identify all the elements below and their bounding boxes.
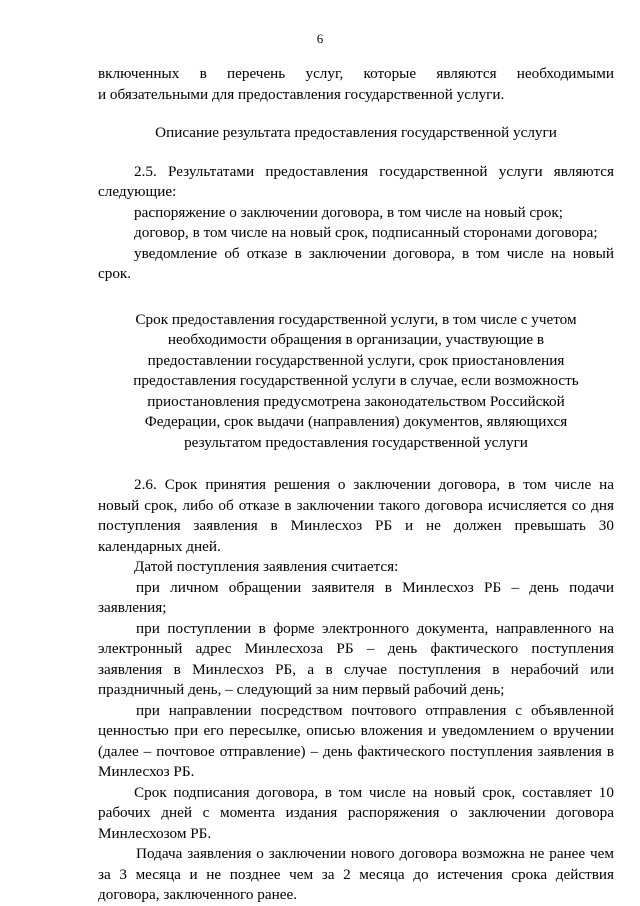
receipt-item-postal: при направлении посредством почтового отправления с объявленной ценностью при его пересылке, описью вложения и уведомлением о вручении (далее – почтовое отправление) – день фактического поступления заявления в Минлесхоз РБ. (98, 701, 614, 780)
receipt-item-personal: при личном обращении заявителя в Минлесхоз РБ – день подачи заявления; (98, 578, 614, 616)
result-item-contract: договор, в том числе на новый срок, подписанный сторонами договора; (134, 224, 598, 241)
paragraph-new-contract: Подача заявления о заключении нового договора возможна не ранее чем за 3 месяца и не позднее чем за 2 месяца до истечения срока действия договора, заключенного ранее. (98, 845, 614, 903)
paragraph-continued-rest: и обязательными для предоставления государственной услуги. (98, 85, 505, 103)
section-heading-term: Срок предоставления государственной услуги, в том числе с учетом необходимости обращения в организации, участвующие в предоставлении государственной услуги, срок приостановления предоставления государственной услуги в случае, если возможность приостановления предусмотрена законодательством Российской Федерации, срок выдачи (направления) документов, являющихся результатом предоставления государственной услуги (133, 310, 579, 451)
receipt-item-electronic: при поступлении в форме электронного документа, направленного на электронный адрес Минлесхоза РБ – день фактического поступления заявления в Минлесхоз РБ, а в случае поступления в нерабочий или праздничный день, – следующий за ним первый рабочий день; (98, 619, 614, 698)
result-item-order: распоряжение о заключении договора, в том числе на новый срок; (134, 203, 563, 221)
paragraph-2-5-intro: 2.5. Результатами предоставления государственной услуги являются следующие: (98, 162, 614, 200)
page-content (98, 64, 614, 906)
result-item-refusal: уведомление об отказе в заключении договора, в том числе на новый срок. (98, 244, 614, 282)
paragraph-signing-term: Срок подписания договора, в том числе на новый срок, составляет 10 рабочих дней с момента издания распоряжения о заключении договора Минлесхозом РБ. (98, 783, 614, 842)
receipt-date-intro: Датой поступления заявления считается: (134, 558, 399, 575)
paragraph-continued-first-line: включенных в перечень услуг, которые являются необходимыми (98, 65, 614, 82)
paragraph-2-6: 2.6. Срок принятия решения о заключении договора, в том числе на новый срок, либо об отказе в заключении такого договора исчисляется со дня поступления заявления в Минлесхоз РБ и не должен превышать 30 календарных дней. (98, 476, 614, 555)
section-heading-result: Описание результата предоставления государственной услуги (155, 124, 557, 141)
page-number: 6 (316, 31, 324, 46)
